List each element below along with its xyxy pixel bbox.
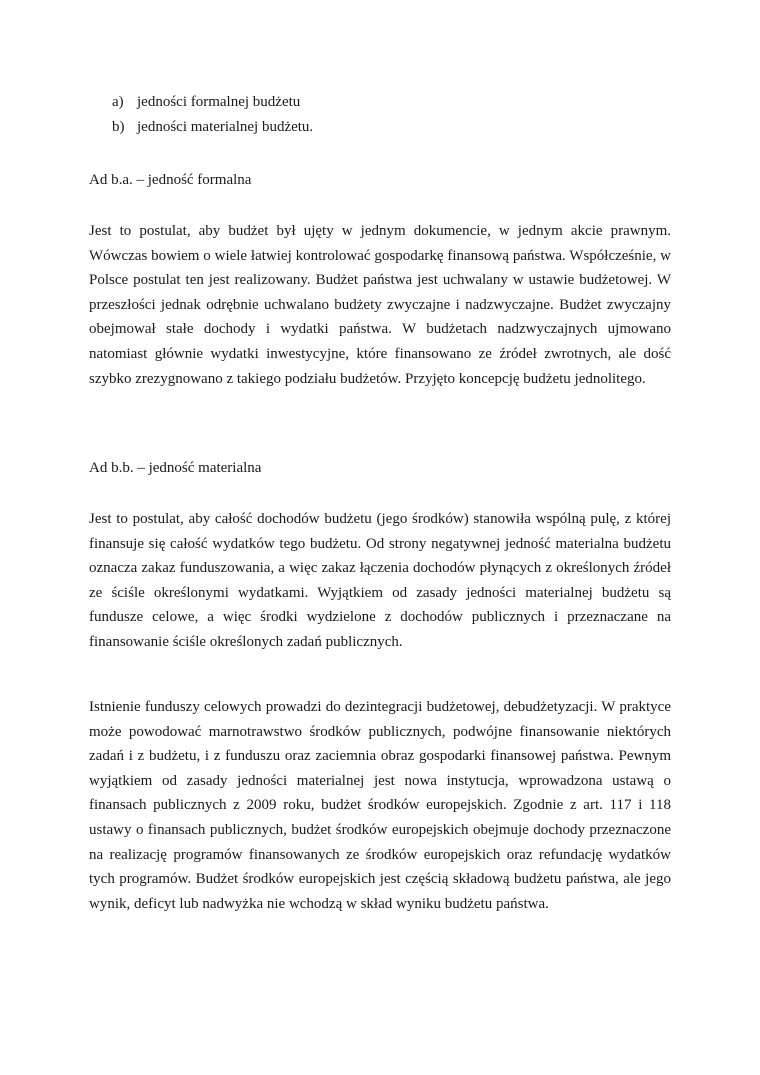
list-marker: b) <box>112 119 125 135</box>
paragraph-special-funds: Istnienie funduszy celowych prowadzi do dezintegracji budżetowej, debudżetyzacji. W praktyce może powodować marnotrawstwo środków publicznych, podwójne finansowanie niektórych zadań i z budżetu, i z funduszu oraz zaciemnia obraz gospodarki finansowej państwa. Pewnym wyjątkiem od zasady jedności materialnej jest nowa instytucja, wprowadzona ustawą o finansach publicznych z 2009 roku, budżet środków europejskich. Zgodnie z art. 117 i 118 ustawy o finansach publicznych, budżet środków europejskich obejmuje dochody przeznaczone na realizację programów finansowanych ze środków europejskich oraz refundację wydatków tych programów. Budżet środków europejskich jest częścią składową budżetu państwa, ale jego wynik, deficyt lub nadwyżka nie wchodzą w skład wyniku budżetu państwa. <box>89 699 671 912</box>
section-heading-formal-unity: Ad b.a. – jedność formalna <box>89 172 252 188</box>
list-item <box>112 90 313 115</box>
principle-list <box>112 90 313 140</box>
section-heading-material-unity: Ad b.b. – jedność materialna <box>89 460 262 476</box>
paragraph-material-unity: Jest to postulat, aby całość dochodów budżetu (jego środków) stanowiła wspólną pulę, z której finansuje się całość wydatków tego budżetu. Od strony negatywnej jedność materialna budżetu oznacza zakaz funduszowania, a więc zakaz łączenia dochodów płynących z określonych źródeł ze ściśle określonymi wydatkami. Wyjątkiem od zasady jedności materialnej budżetu są fundusze celowe, a więc środki wydzielone z dochodów publicznych i przeznaczane na finansowanie ściśle określonych zadań publicznych. <box>89 511 671 650</box>
list-item-text: jedności materialnej budżetu. <box>137 119 314 135</box>
paragraph-formal-unity: Jest to postulat, aby budżet był ujęty w jednym dokumencie, w jednym akcie prawnym. Wówczas bowiem o wiele łatwiej kontrolować gospodarkę finansową państwa. Współcześnie, w Polsce postulat ten jest realizowany. Budżet państwa jest uchwalany w ustawie budżetowej. W przeszłości jednak odrębnie uchwalano budżety zwyczajne i nadzwyczajne. Budżet zwyczajny obejmował stałe dochody i wydatki państwa. W budżetach nadzwyczajnych ujmowano natomiast głównie wydatki inwestycyjne, które finansowano ze źródeł zwrotnych, ale dość szybko zrezygnowano z takiego podziału budżetów. Przyjęto koncepcję budżetu jednolitego. <box>89 223 671 387</box>
list-item-text: jedności formalnej budżetu <box>137 94 301 110</box>
list-marker: a) <box>112 94 124 110</box>
list-item <box>112 115 313 140</box>
